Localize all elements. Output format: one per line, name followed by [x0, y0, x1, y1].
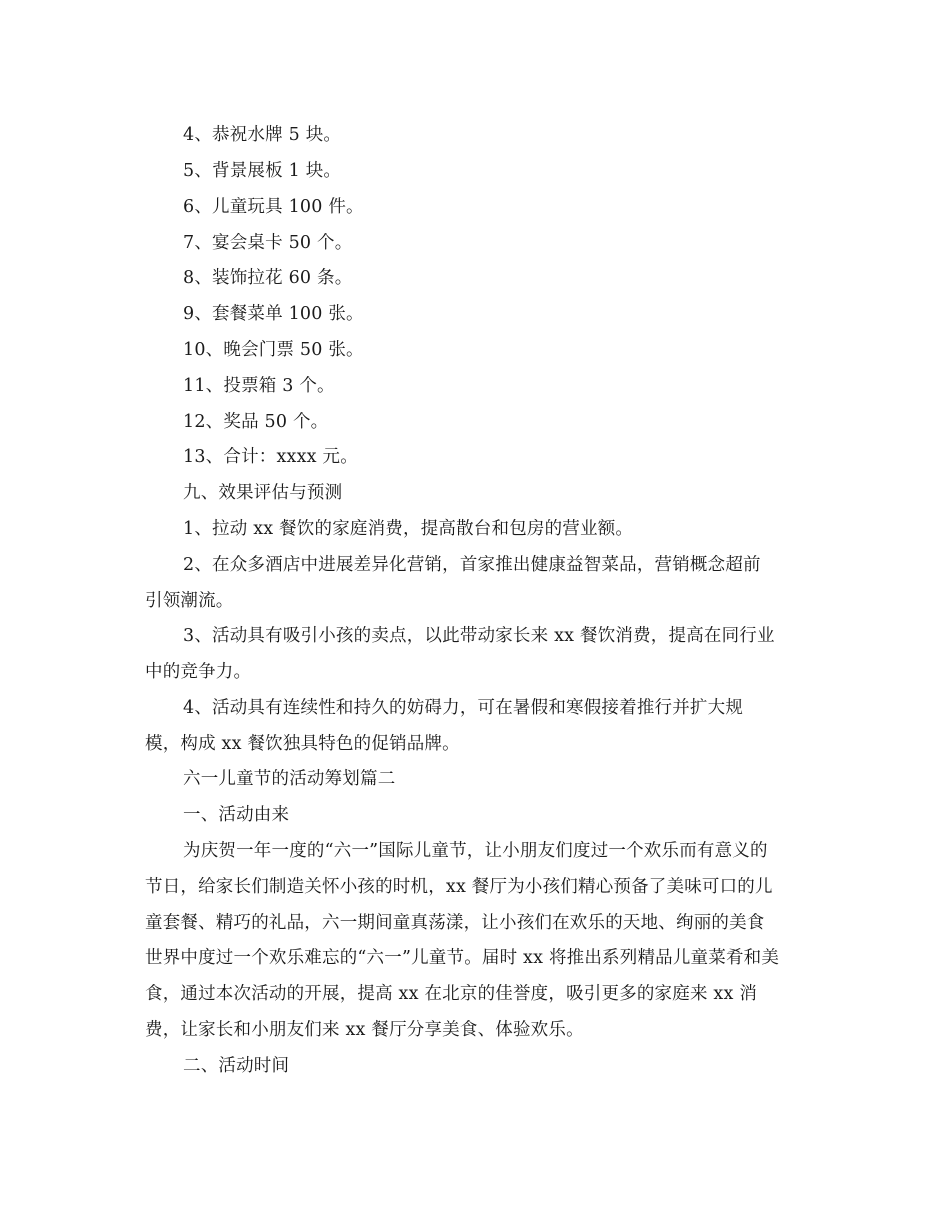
- paragraph-line: 4、活动具有连续性和持久的妨碍力，可在暑假和寒假接着推行并扩大规: [183, 698, 744, 718]
- paragraph-line: 2、在众多酒店中进展差异化营销，首家推出健康益智菜品，营销概念超前: [183, 555, 761, 575]
- article-title: 六一儿童节的活动筹划篇二: [183, 769, 396, 789]
- list-item: 11、投票箱 3 个。: [183, 376, 335, 396]
- list-item: 10、晚会门票 50 张。: [183, 340, 364, 360]
- paragraph-line: 引领潮流。: [145, 591, 234, 611]
- paragraph-line: 3、活动具有吸引小孩的卖点，以此带动家长来 xx 餐饮消费，提高在同行业: [183, 626, 775, 646]
- section-heading: 九、效果评估与预测: [183, 483, 343, 503]
- paragraph-line: 1、拉动 xx 餐饮的家庭消费，提高散台和包房的营业额。: [183, 519, 634, 539]
- paragraph-line: 为庆贺一年一度的“六一”国际儿童节，让小朋友们度过一个欢乐而有意义的: [183, 841, 768, 861]
- paragraph-line: 模，构成 xx 餐饮独具特色的促销品牌。: [145, 734, 460, 754]
- list-item: 13、合计：xxxx 元。: [183, 447, 358, 467]
- paragraph-line: 中的竞争力。: [145, 662, 252, 682]
- paragraph-line: 节日，给家长们制造关怀小孩的时机，xx 餐厅为小孩们精心预备了美味可口的儿: [145, 877, 773, 897]
- paragraph-line: 费，让家长和小朋友们来 xx 餐厅分享美食、体验欢乐。: [145, 1020, 584, 1040]
- list-item: 6、儿童玩具 100 件。: [183, 197, 364, 217]
- paragraph-line: 童套餐、精巧的礼品，六一期间童真荡漾，让小孩们在欢乐的天地、绚丽的美食: [145, 913, 765, 933]
- section-heading: 一、活动由来: [183, 805, 290, 825]
- list-item: 12、奖品 50 个。: [183, 412, 329, 432]
- list-item: 8、装饰拉花 60 条。: [183, 268, 353, 288]
- list-item: 9、套餐菜单 100 张。: [183, 304, 364, 324]
- list-item: 4、恭祝水牌 5 块。: [183, 125, 342, 145]
- list-item: 7、宴会桌卡 50 个。: [183, 233, 353, 253]
- list-item: 5、背景展板 1 块。: [183, 161, 342, 181]
- section-heading: 二、活动时间: [183, 1056, 290, 1076]
- paragraph-line: 世界中度过一个欢乐难忘的“六一”儿童节。届时 xx 将推出系列精品儿童菜肴和美: [145, 948, 780, 968]
- paragraph-line: 食，通过本次活动的开展，提高 xx 在北京的佳誉度，吸引更多的家庭来 xx 消: [145, 984, 758, 1004]
